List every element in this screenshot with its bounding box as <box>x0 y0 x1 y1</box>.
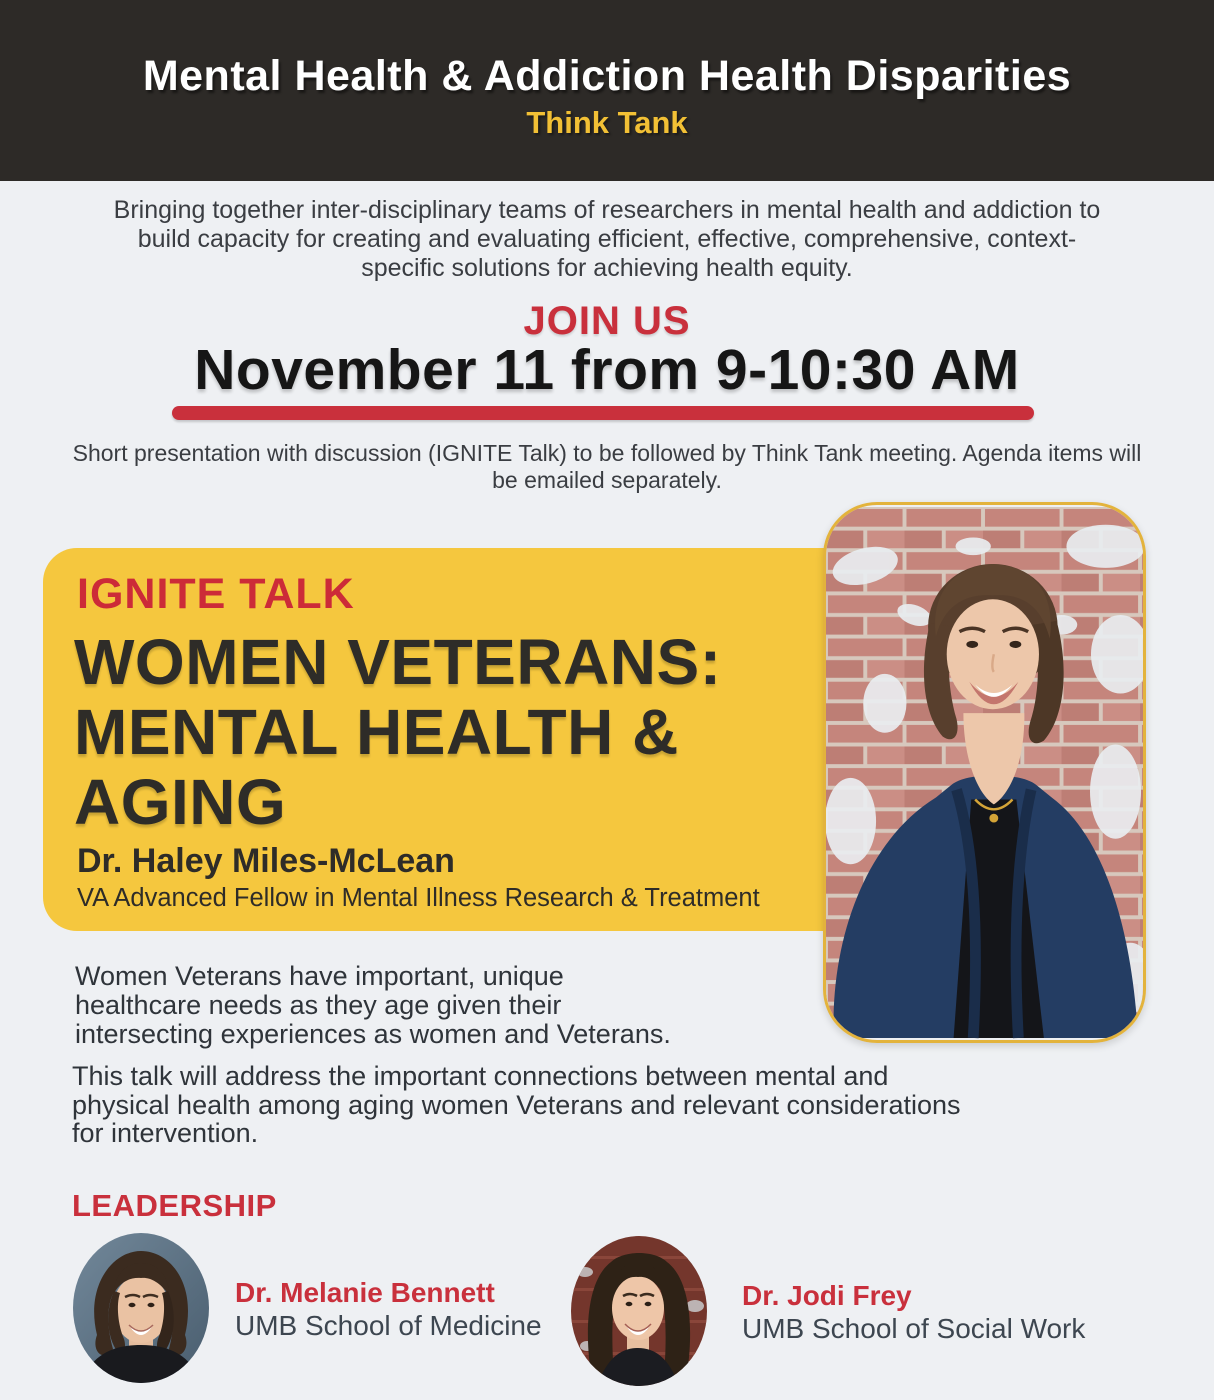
speaker-title: VA Advanced Fellow in Mental Illness Research & Treatment <box>77 884 760 912</box>
event-note-line: Short presentation with discussion (IGNITE Talk) to be followed by Think Tank meeting. Agenda items will <box>72 440 1142 466</box>
header-banner <box>0 0 1214 181</box>
jodi-frey-portrait-illustration <box>571 1236 707 1386</box>
member-affiliation: UMB School of Medicine <box>235 1310 542 1341</box>
event-note <box>0 440 1214 494</box>
melanie-bennett-portrait-illustration <box>73 1233 209 1383</box>
intro-line: specific solutions for achieving health equity. <box>361 254 853 282</box>
member-affiliation: UMB School of Social Work <box>742 1313 1086 1344</box>
speaker-name: Dr. Haley Miles-McLean <box>77 842 455 880</box>
join-us-label: JOIN US <box>523 299 691 343</box>
red-underline-bar <box>172 406 1034 420</box>
paragraph-2-line: for intervention. <box>72 1118 259 1148</box>
ignite-talk-title-line: WOMEN VETERANS: <box>74 626 722 698</box>
intro-line: Bringing together inter-disciplinary teams of researchers in mental health and addiction to <box>113 196 1101 224</box>
member-photo-jodi-frey <box>571 1236 707 1386</box>
leadership-heading: LEADERSHIP <box>72 1188 277 1223</box>
intro-line: build capacity for creating and evaluating efficient, effective, comprehensive, context- <box>137 225 1077 253</box>
paragraph-2 <box>72 1062 1162 1148</box>
paragraph-1 <box>75 962 795 1049</box>
ignite-talk-title-line: MENTAL HEALTH & <box>74 696 679 768</box>
event-datetime: November 11 from 9-10:30 AM <box>194 338 1020 402</box>
intro-paragraph <box>0 196 1214 283</box>
event-note-line: be emailed separately. <box>492 467 722 493</box>
paragraph-1-line: intersecting experiences as women and Veterans. <box>75 1019 671 1049</box>
member-name: Dr. Melanie Bennett <box>235 1277 495 1308</box>
speaker-portrait-illustration <box>826 505 1143 1040</box>
speaker-photo <box>823 502 1146 1043</box>
paragraph-2-line: This talk will address the important connections between mental and <box>72 1061 889 1091</box>
member-name: Dr. Jodi Frey <box>742 1280 912 1311</box>
event-series-subtitle: Think Tank <box>526 105 688 140</box>
paragraph-1-line: Women Veterans have important, unique <box>75 961 564 991</box>
member-photo-melanie-bennett <box>73 1233 209 1383</box>
event-series-title: Mental Health & Addiction Health Disparities <box>142 52 1072 100</box>
ignite-talk-title-line: AGING <box>74 766 287 838</box>
paragraph-1-line: healthcare needs as they age given their <box>75 990 562 1020</box>
paragraph-2-line: physical health among aging women Veterans and relevant considerations <box>72 1089 961 1120</box>
ignite-talk-kicker: IGNITE TALK <box>77 570 355 618</box>
ignite-talk-title <box>74 627 722 837</box>
